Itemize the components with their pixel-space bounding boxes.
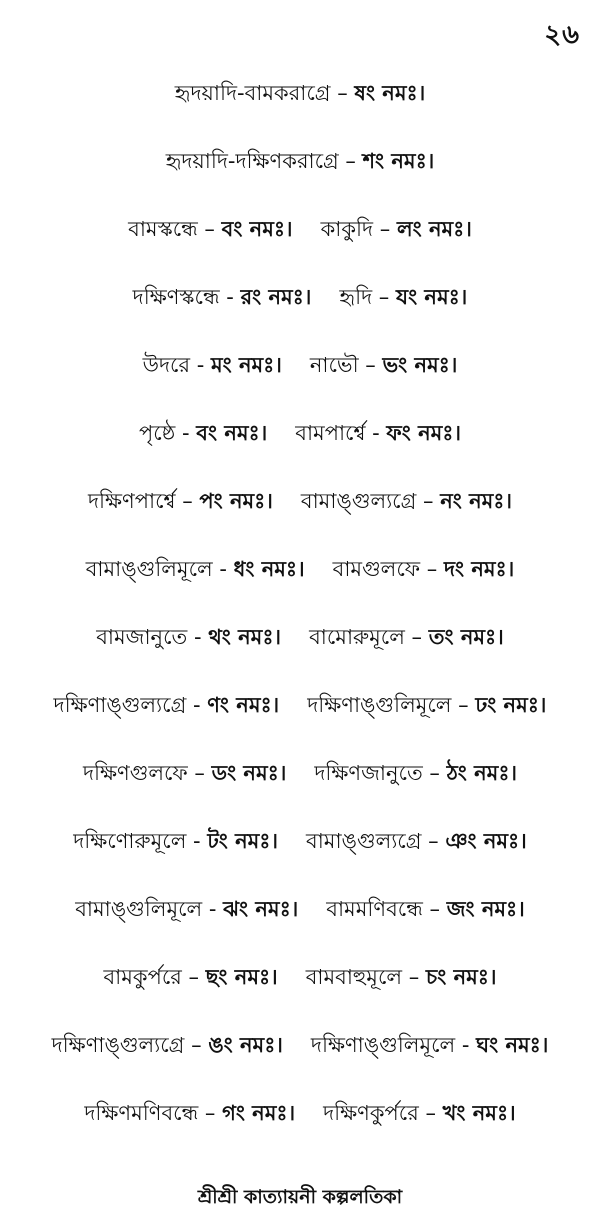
mantra-text: খং নমঃ।: [442, 1100, 516, 1125]
mantra-text: তং নমঃ।: [428, 624, 504, 649]
mantra-text: গং নমঃ।: [222, 1100, 296, 1125]
line-segment: [309, 621, 504, 656]
text-line: [0, 740, 600, 808]
mantra-text: ডং নমঃ।: [211, 760, 287, 785]
line-segment: [88, 485, 273, 520]
body-location-text: দক্ষিণাঙ্গুল্যগ্রে -: [53, 692, 208, 717]
text-line: [0, 264, 600, 332]
line-segment: [295, 417, 461, 452]
line-segment: [333, 553, 515, 588]
body-location-text: বামপার্শ্বে -: [295, 420, 387, 445]
line-segment: [306, 961, 497, 996]
line-segment: [52, 1029, 283, 1064]
body-location-text: হৃদয়াদি-দক্ষিণকরাগ্রে –: [165, 148, 363, 173]
text-line: [0, 128, 600, 196]
body-location-text: পৃষ্ঠে -: [138, 420, 197, 445]
line-segment: [139, 417, 267, 452]
mantra-text: ধং নমঃ।: [233, 556, 305, 581]
mantra-text: ঝং নমঃ।: [223, 896, 299, 921]
line-segment: [323, 1097, 516, 1132]
body-location-text: দক্ষিণোরুমূলে -: [73, 828, 208, 853]
body-location-text: দক্ষিণপার্শ্বে –: [88, 488, 200, 513]
nyasa-lines: [0, 60, 600, 1148]
text-line: [0, 60, 600, 128]
line-segment: [310, 349, 457, 384]
body-location-text: উদরে -: [142, 352, 211, 377]
body-location-text: দক্ষিণমণিবন্ধে –: [84, 1100, 223, 1125]
mantra-text: থং নমঃ।: [208, 624, 282, 649]
body-location-text: বামজানুতে -: [96, 624, 209, 649]
body-location-text: নাভৌ –: [309, 352, 383, 377]
mantra-text: বং নমঃ।: [196, 420, 268, 445]
text-line: [0, 536, 600, 604]
page-number: ২৬: [544, 20, 580, 50]
text-line: [0, 400, 600, 468]
body-location-text: দক্ষিণাঙ্গুলিমূলে -: [310, 1032, 477, 1057]
text-line: [0, 468, 600, 536]
mantra-text: টং নমঃ।: [207, 828, 279, 853]
line-segment: [175, 77, 425, 112]
body-location-text: হৃদি –: [339, 284, 396, 309]
mantra-text: দং নমঃ।: [443, 556, 515, 581]
line-segment: [84, 1097, 295, 1132]
line-segment: [314, 757, 517, 792]
line-segment: [301, 485, 512, 520]
body-location-text: বামাঙ্গুল্যগ্রে –: [306, 828, 446, 853]
line-segment: [133, 281, 312, 316]
body-location-text: বামগুলফে –: [332, 556, 444, 581]
text-line: [0, 332, 600, 400]
line-segment: [321, 213, 472, 248]
mantra-text: নং নমঃ।: [440, 488, 512, 513]
line-segment: [86, 553, 305, 588]
line-segment: [73, 825, 278, 860]
line-segment: [306, 825, 527, 860]
body-location-text: কাকুদি –: [320, 216, 397, 241]
line-segment: [54, 689, 280, 724]
body-location-text: বামাঙ্গুলিমূলে -: [75, 896, 224, 921]
mantra-text: জং নমঃ।: [446, 896, 525, 921]
line-segment: [339, 281, 467, 316]
mantra-text: ণং নমঃ।: [207, 692, 280, 717]
text-line: [0, 876, 600, 944]
text-line: [0, 604, 600, 672]
body-location-text: বামমণিবন্ধে –: [326, 896, 447, 921]
mantra-text: শং নমঃ।: [362, 148, 435, 173]
body-location-text: বামবাহুমূলে –: [305, 964, 426, 989]
body-location-text: হৃদয়াদি-বামকরাগ্রে –: [174, 80, 355, 105]
line-segment: [166, 145, 435, 180]
mantra-text: যং নমঃ।: [395, 284, 468, 309]
book-title-footer: শ্রীশ্রী কাত্যায়নী কল্পলতিকা: [197, 1186, 403, 1208]
mantra-text: ঠং নমঃ।: [446, 760, 518, 785]
mantra-text: রং নমঃ।: [240, 284, 312, 309]
text-line: [0, 1080, 600, 1148]
body-location-text: বামোরুমূলে –: [309, 624, 429, 649]
mantra-text: লং নমঃ।: [396, 216, 472, 241]
mantra-text: ঘং নমঃ।: [476, 1032, 549, 1057]
line-segment: [83, 757, 286, 792]
mantra-text: বং নমঃ।: [221, 216, 293, 241]
body-location-text: বামকুর্পরে –: [103, 964, 206, 989]
line-segment: [143, 349, 282, 384]
body-location-text: দক্ষিণাঙ্গুলিমূলে –: [307, 692, 476, 717]
line-segment: [326, 893, 524, 928]
text-line: [0, 808, 600, 876]
mantra-text: ঞং নমঃ।: [445, 828, 527, 853]
mantra-text: ফং নমঃ।: [386, 420, 461, 445]
text-line: [0, 944, 600, 1012]
mantra-text: মং নমঃ।: [210, 352, 282, 377]
mantra-text: ঙং নমঃ।: [208, 1032, 283, 1057]
line-segment: [96, 621, 281, 656]
body-location-text: দক্ষিণাঙ্গুল্যগ্রে –: [51, 1032, 209, 1057]
text-line: [0, 1012, 600, 1080]
mantra-text: ভং নমঃ।: [382, 352, 458, 377]
line-segment: [103, 961, 277, 996]
line-segment: [128, 213, 292, 248]
body-location-text: দক্ষিণগুলফে –: [82, 760, 212, 785]
line-segment: [307, 689, 546, 724]
mantra-text: চং নমঃ।: [425, 964, 497, 989]
body-location-text: বামস্কন্ধে –: [128, 216, 222, 241]
mantra-text: ষং নমঃ।: [354, 80, 426, 105]
mantra-text: পং নমঃ।: [199, 488, 273, 513]
mantra-text: ঢং নমঃ।: [475, 692, 547, 717]
body-location-text: দক্ষিণস্কন্ধে -: [132, 284, 241, 309]
mantra-text: ছং নমঃ।: [205, 964, 278, 989]
body-location-text: বামাঙ্গুল্যগ্রে –: [300, 488, 441, 513]
text-line: [0, 196, 600, 264]
body-location-text: দক্ষিণজানুতে –: [314, 760, 447, 785]
line-segment: [311, 1029, 548, 1064]
body-location-text: দক্ষিণকুর্পরে –: [323, 1100, 443, 1125]
body-location-text: বামাঙ্গুলিমূলে -: [85, 556, 234, 581]
line-segment: [75, 893, 298, 928]
text-line: [0, 672, 600, 740]
